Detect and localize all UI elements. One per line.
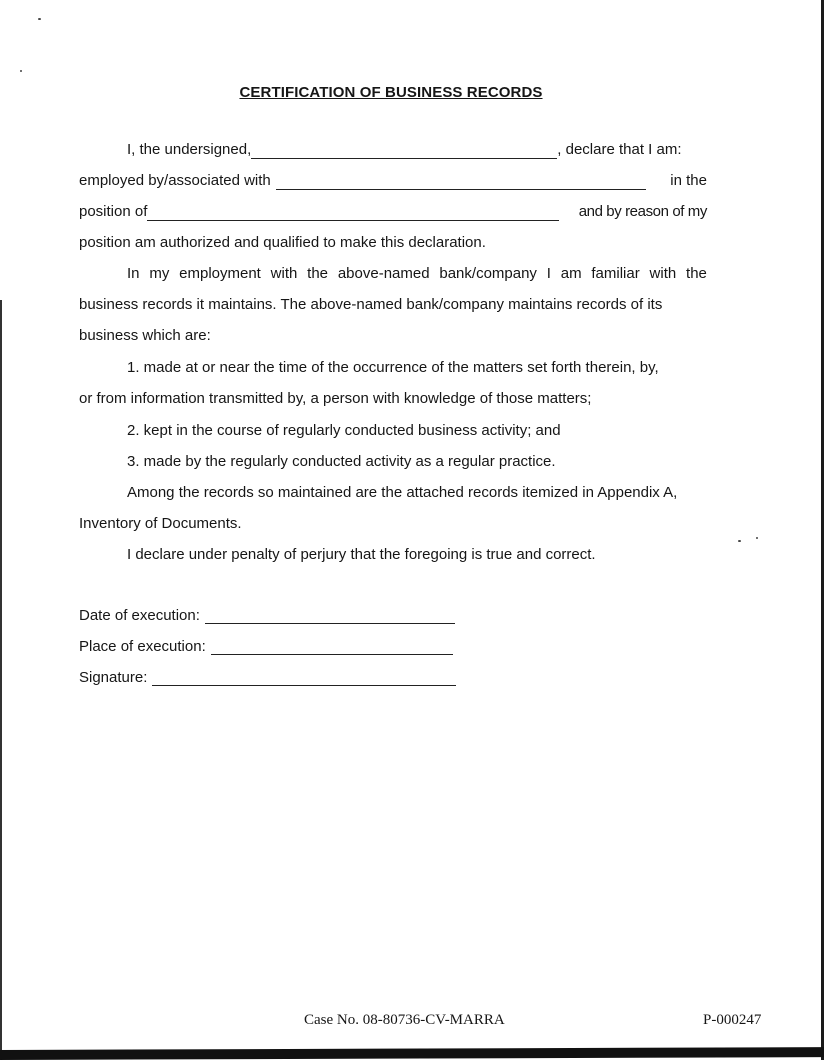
- case-number: Case No. 08-80736-CV-MARRA: [304, 1012, 505, 1028]
- in-the-text: in the: [670, 172, 707, 189]
- familiar-word: with: [649, 265, 677, 282]
- employer-blank-field[interactable]: [276, 175, 646, 190]
- scan-edge-left: [0, 300, 2, 1060]
- scan-speck: [756, 537, 758, 539]
- familiar-line-1: [127, 265, 707, 283]
- familiar-line-2: business records it maintains. The above-named bank/company maintains records of its: [79, 296, 663, 313]
- name-blank-field[interactable]: [251, 144, 557, 159]
- perjury-statement: I declare under penalty of perjury that the foregoing is true and correct.: [127, 546, 596, 563]
- date-row: [79, 607, 455, 624]
- familiar-word: employment: [179, 265, 261, 282]
- familiar-word: In: [127, 265, 140, 282]
- appendix-line-1: Among the records so maintained are the attached records itemized in Appendix A,: [127, 484, 678, 501]
- scan-speck: [38, 18, 41, 20]
- familiar-word: the: [686, 265, 707, 282]
- place-row: [79, 638, 453, 655]
- date-blank-field[interactable]: [205, 609, 455, 624]
- page-id: P-000247: [703, 1012, 762, 1028]
- item-2: 2. kept in the course of regularly conducted business activity; and: [127, 422, 561, 439]
- position-label: position of: [79, 203, 148, 220]
- familiar-line-3: business which are:: [79, 327, 211, 344]
- declaration-line-1: [127, 141, 707, 159]
- item-1-line-1: 1. made at or near the time of the occurrence of the matters set forth therein, by,: [127, 359, 659, 376]
- reason-text: and by reason of my: [578, 203, 707, 220]
- item-3: 3. made by the regularly conducted activity as a regular practice.: [127, 453, 556, 470]
- familiar-word: my: [149, 265, 170, 282]
- declare-text: , declare that I am:: [557, 141, 682, 158]
- declaration-line-2: [79, 172, 707, 190]
- signature-row: [79, 669, 456, 686]
- place-blank-field[interactable]: [211, 640, 453, 655]
- appendix-line-2: Inventory of Documents.: [79, 515, 242, 532]
- signature-label: Signature:: [79, 669, 148, 686]
- familiar-word: I: [546, 265, 551, 282]
- position-blank-field[interactable]: [147, 206, 559, 221]
- declaration-line-3: [79, 203, 707, 221]
- scan-speck: [20, 70, 22, 72]
- scan-speck: [738, 540, 741, 542]
- familiar-word: the: [307, 265, 329, 282]
- intro-text: I, the undersigned,: [127, 141, 252, 158]
- familiar-word: am: [560, 265, 582, 282]
- familiar-word: familiar: [591, 265, 640, 282]
- scan-edge-bottom: [0, 1047, 824, 1060]
- place-label: Place of execution:: [79, 638, 206, 655]
- familiar-word: bank/company: [439, 265, 537, 282]
- employed-label: employed by/associated with: [79, 172, 271, 189]
- signature-blank-field[interactable]: [152, 671, 456, 686]
- familiar-word: above-named: [337, 265, 430, 282]
- page-title: CERTIFICATION OF BUSINESS RECORDS: [239, 84, 543, 101]
- familiar-word: with: [270, 265, 298, 282]
- item-1-line-2: or from information transmitted by, a person with knowledge of those matters;: [79, 390, 592, 407]
- authorized-line: position am authorized and qualified to make this declaration.: [79, 234, 486, 251]
- date-label: Date of execution:: [79, 607, 200, 624]
